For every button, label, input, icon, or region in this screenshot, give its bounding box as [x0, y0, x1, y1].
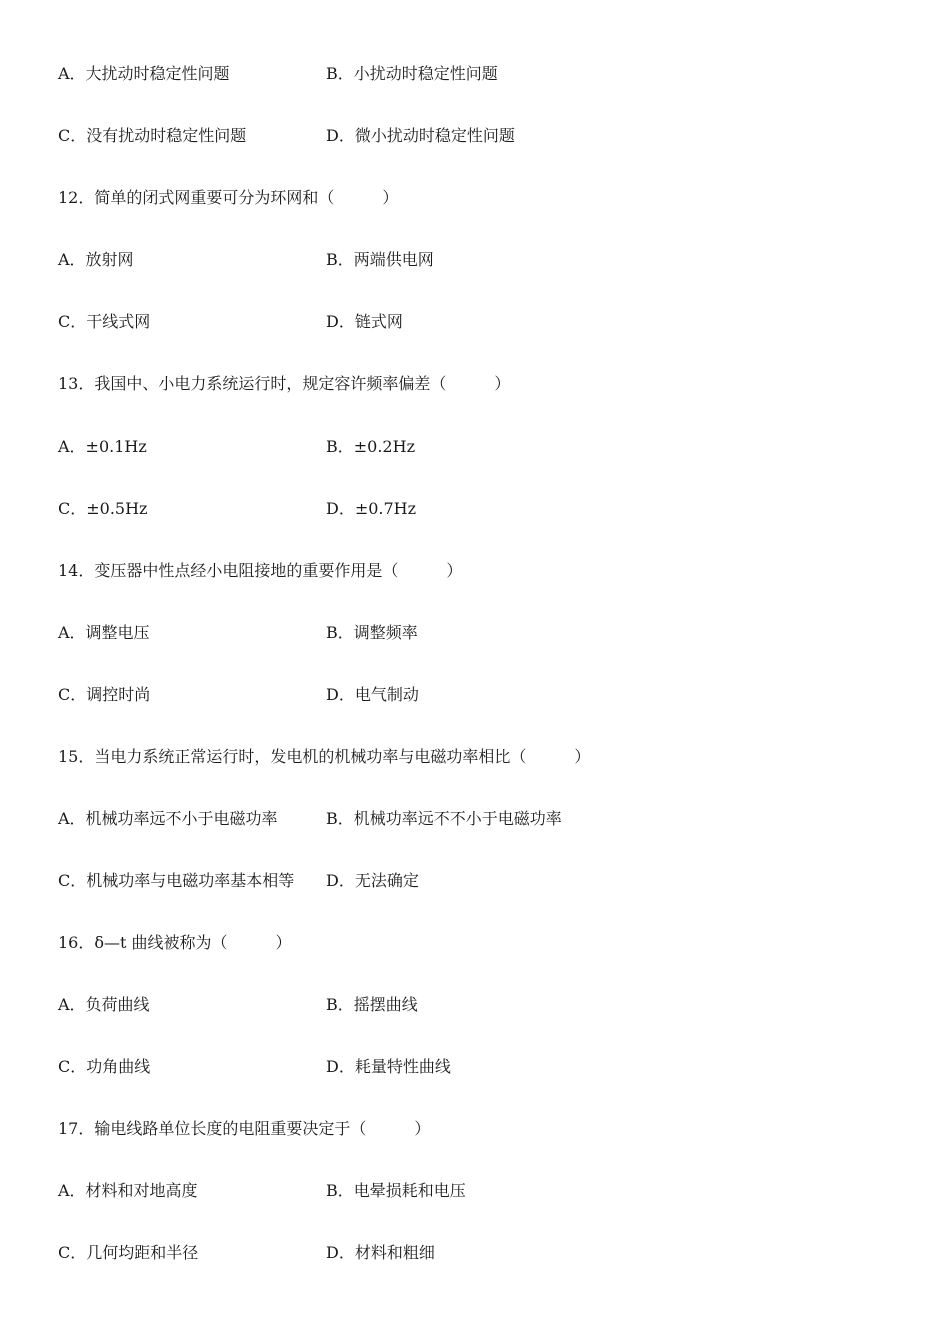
option-c: C．干线式网 — [58, 312, 151, 331]
option-a: A．机械功率远不小于电磁功率 — [58, 809, 278, 828]
option-d: D．电气制动 — [326, 685, 419, 704]
option-c: C．功角曲线 — [58, 1057, 151, 1076]
option-c: C．没有扰动时稳定性问题 — [58, 126, 247, 145]
option-d: D．耗量特性曲线 — [326, 1057, 451, 1076]
option-d: D．微小扰动时稳定性问题 — [326, 126, 515, 145]
option-c: C．调控时尚 — [58, 685, 151, 704]
option-a: A．负荷曲线 — [58, 995, 150, 1014]
option-b: B．两端供电网 — [326, 250, 434, 269]
option-a: A．±0.1Hz — [58, 437, 147, 456]
question-text: 17．输电线路单位长度的电阻重要决定于（ ） — [58, 1119, 431, 1138]
option-b: B．小扰动时稳定性问题 — [326, 64, 498, 83]
question-text: 16．δ—t 曲线被称为（ ） — [58, 933, 292, 952]
option-a: A．放射网 — [58, 250, 134, 269]
option-b: B．摇摆曲线 — [326, 995, 418, 1014]
question-text: 13．我国中、小电力系统运行时，规定容许频率偏差（ ） — [58, 374, 511, 393]
question-text: 15．当电力系统正常运行时，发电机的机械功率与电磁功率相比（ ） — [58, 747, 591, 766]
option-b: B．电晕损耗和电压 — [326, 1181, 466, 1200]
option-c: C．机械功率与电磁功率基本相等 — [58, 871, 295, 890]
option-d: D．材料和粗细 — [326, 1243, 435, 1262]
option-d: D．链式网 — [326, 312, 403, 331]
option-d: D．±0.7Hz — [326, 499, 417, 518]
option-a: A．调整电压 — [58, 623, 150, 642]
option-c: C．±0.5Hz — [58, 499, 148, 518]
question-text: 14．变压器中性点经小电阻接地的重要作用是（ ） — [58, 561, 463, 580]
option-a: A．大扰动时稳定性问题 — [58, 64, 230, 83]
option-b: B．调整频率 — [326, 623, 418, 642]
option-d: D．无法确定 — [326, 871, 419, 890]
option-b: B．机械功率远不不小于电磁功率 — [326, 809, 562, 828]
option-c: C．几何均距和半径 — [58, 1243, 199, 1262]
question-text: 12．简单的闭式网重要可分为环网和（ ） — [58, 188, 399, 207]
option-a: A．材料和对地高度 — [58, 1181, 198, 1200]
option-b: B．±0.2Hz — [326, 437, 415, 456]
